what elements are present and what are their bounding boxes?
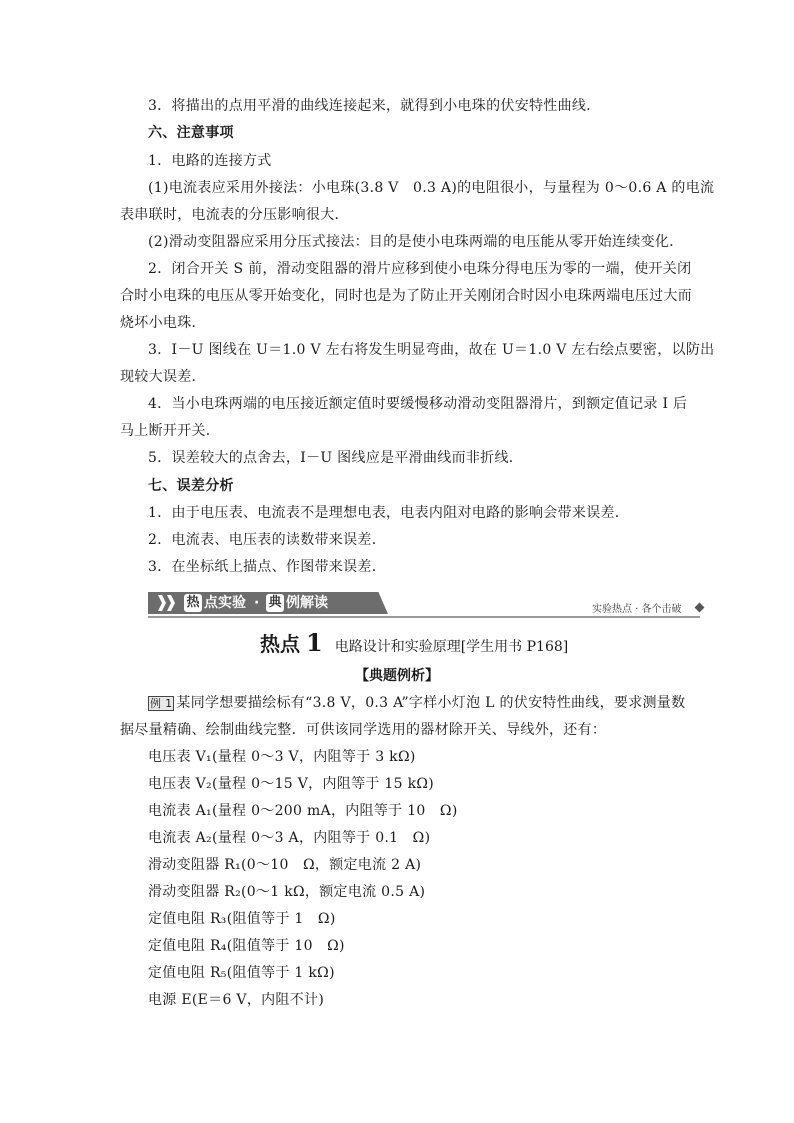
equipment-item: 电压表 V₁(量程 0～3 V，内阻等于 3 kΩ) [148,749,416,765]
banner-rule [148,616,700,618]
example-text: 某同学想要描绘标有“3.8 V，0.3 A”字样小灯泡 L 的伏安特性曲线，要求测量数 [176,695,686,711]
example-paragraph [148,693,685,713]
equipment-item: 电压表 V₂(量程 0～15 V，内阻等于 15 kΩ) [148,776,435,792]
hotpoint-number: 1 [306,628,323,657]
banner-chip: 热 [184,594,202,612]
text-line: 2．电流表、电压表的读数带来误差． [148,532,387,548]
text-line: 现较大误差． [120,369,206,385]
diamond-icon [695,603,705,613]
text-line: 4．当小电珠两端的电压接近额定值时要缓慢移动滑动变阻器滑片，到额定值记录 I 后 [148,396,688,412]
banner-text: 点实验 [204,595,246,611]
equipment-item: 滑动变阻器 R₂(0～1 kΩ，额定电流 0.5 A) [148,884,426,900]
hotpoint-subtitle: 电路设计和实验原理[学生用书 P168] [334,639,569,655]
hotpoint-heading [260,628,568,657]
text-line: 3．将描出的点用平滑的曲线连接起来，就得到小电珠的伏安特性曲线． [148,98,601,114]
equipment-item: 定值电阻 R₃(阻值等于 1 Ω) [148,911,336,927]
text-line: 合时小电珠的电压从零开始变化，同时也是为了防止开关刚闭合时因小电珠两端电压过大而 [120,288,692,304]
section-banner [148,590,708,620]
banner-text: 例解读 [286,595,328,611]
banner-dot: · [254,595,260,611]
banner-right-text: 实验热点 · 各个击破 [592,604,682,615]
text-line: 3．I－U 图线在 U＝1.0 V 左右将发生明显弯曲，故在 U＝1.0 V 左右绘点要密，以防出 [148,342,715,358]
text-line: 马上断开开关． [120,423,221,439]
equipment-item: 定值电阻 R₄(阻值等于 10 Ω) [148,938,345,954]
example-title: 【典题例析】 [355,668,439,684]
example-tag: 例 1 [150,697,173,710]
text-line: (1)电流表应采用外接法：小电珠(3.8 V 0.3 A)的电阻很小，与量程为 0～0.6 A 的电流 [148,180,715,196]
text-line: 3．在坐标纸上描点、作图带来误差． [148,559,387,575]
hotpoint-label: 热点 [260,632,300,656]
text-line: (2)滑动变阻器应采用分压式接法：目的是使小电珠两端的电压能从零开始连续变化． [148,234,684,250]
text-line: 1．电路的连接方式 [148,153,272,169]
equipment-item: 滑动变阻器 R₁(0～10 Ω，额定电流 2 A) [148,857,422,873]
equipment-item: 电流表 A₂(量程 0～3 A，内阻等于 0.1 Ω) [148,830,431,846]
text-line: 1．由于电压表、电流表不是理想电表，电表内阻对电路的影响会带来误差． [148,505,630,521]
equipment-item: 定值电阻 R₅(阻值等于 1 kΩ) [148,965,335,981]
section-heading-error-analysis: 七、误差分析 [148,478,234,494]
text-line: 2．闭合开关 S 前，滑动变阻器的滑片应移到使小电珠分得电压为零的一端，使开关闭 [148,261,692,277]
text-line: 表串联时，电流表的分压影响很大． [120,207,349,223]
banner-chip: 典 [266,594,284,612]
text-line: 5．误差较大的点舍去，I－U 图线应是平滑曲线而非折线． [148,450,524,466]
text-line: 烧坏小电珠． [120,315,206,331]
example-text: 据尽量精确、绘制曲线完整．可供该同学选用的器材除开关、导线外，还有： [120,722,607,738]
equipment-item: 电源 E(E＝6 V，内阻不计) [148,992,325,1008]
equipment-item: 电流表 A₁(量程 0～200 mA，内阻等于 10 Ω) [148,803,458,819]
section-heading-notes: 六、注意事项 [148,125,234,141]
